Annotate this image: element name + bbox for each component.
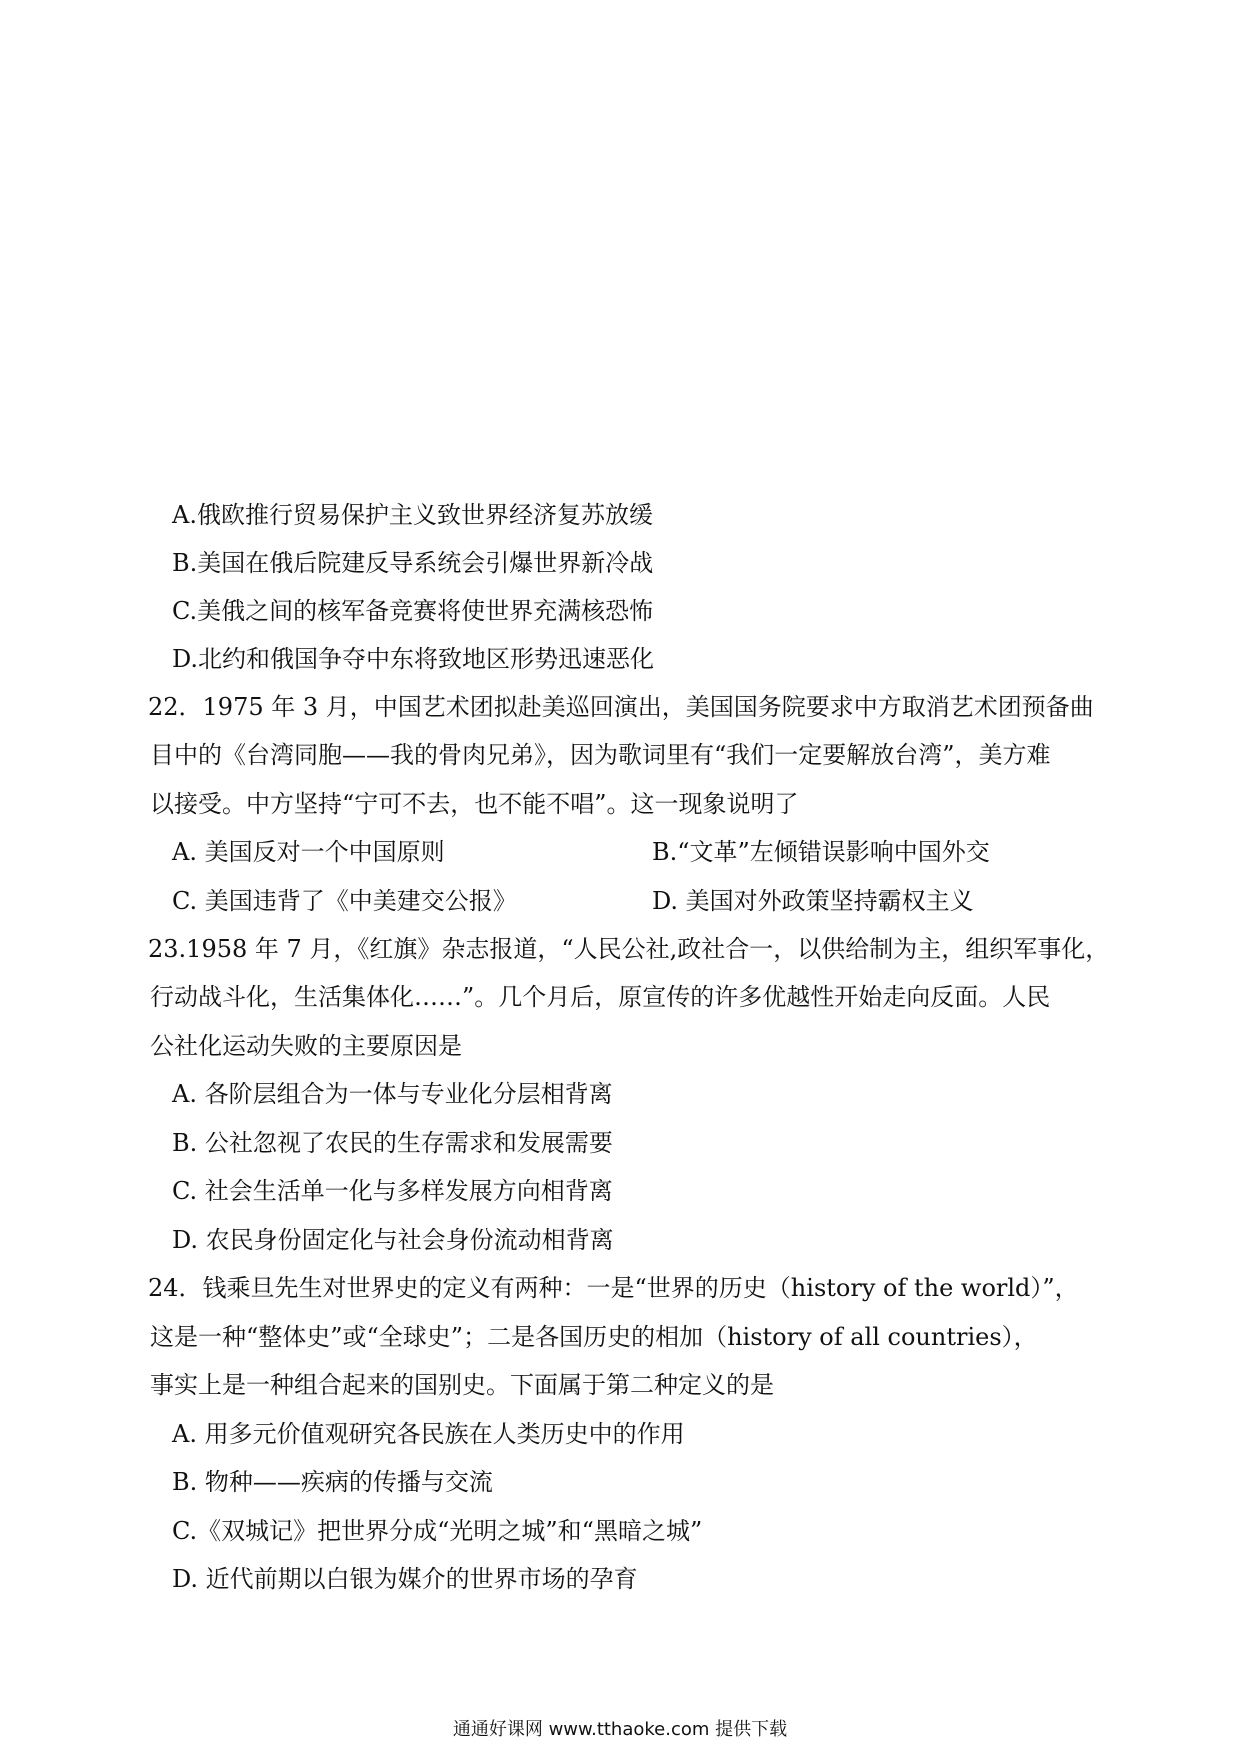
q23-stem-line-2: 行动战斗化，生活集体化……”。几个月后，原宣传的许多优越性开始走向反面。人民: [150, 983, 1051, 1011]
q24-option-a: A. 用多元价值观研究各民族在人类历史中的作用: [172, 1420, 685, 1448]
q24-stem-line-2: 这是一种“整体史”或“全球史”；二是各国历史的相加（history of all countries），: [150, 1323, 1038, 1351]
q22-option-a: A. 美国反对一个中国原则: [172, 838, 445, 866]
q23-option-a: A. 各阶层组合为一体与专业化分层相背离: [172, 1080, 613, 1108]
option-a: A.俄欧推行贸易保护主义致世界经济复苏放缓: [172, 501, 653, 529]
q22-stem-line-1: 22．1975 年 3 月，中国艺术团拟赴美巡回演出，美国国务院要求中方取消艺术团预备曲: [148, 693, 1094, 721]
q23-option-c: C. 社会生活单一化与多样发展方向相背离: [172, 1177, 613, 1205]
q22-option-c: C. 美国违背了《中美建交公报》: [172, 887, 517, 915]
q22-stem-line-2: 目中的《台湾同胞——我的骨肉兄弟》，因为歌词里有“我们一定要解放台湾”，美方难: [150, 741, 1051, 769]
q24-stem-line-1: 24．钱乘旦先生对世界史的定义有两种：一是“世界的历史（history of the world）”，: [148, 1274, 1079, 1302]
page-footer: 通通好课网 www.tthaoke.com 提供下载: [452, 1719, 788, 1740]
q23-option-b: B. 公社忽视了农民的生存需求和发展需要: [172, 1129, 613, 1157]
q23-stem-line-3: 公社化运动失败的主要原因是: [150, 1032, 462, 1060]
q23-option-d: D. 农民身份固定化与社会身份流动相背离: [172, 1226, 614, 1254]
q22-option-d: D. 美国对外政策坚持霸权主义: [652, 887, 974, 915]
q23-stem-line-1: 23.1958 年 7 月，《红旗》杂志报道，“人民公社,政社合一，以供给制为主，组织军事化，: [148, 935, 1110, 963]
option-c: C.美俄之间的核军备竞赛将使世界充满核恐怖: [172, 597, 654, 625]
option-b: B.美国在俄后院建反导系统会引爆世界新冷战: [172, 549, 654, 577]
q22-option-b: B.“文革”左倾错误影响中国外交: [652, 838, 990, 866]
q24-stem-line-3: 事实上是一种组合起来的国别史。下面属于第二种定义的是: [150, 1371, 774, 1399]
q24-option-b: B. 物种——疾病的传播与交流: [172, 1468, 493, 1496]
option-d: D.北约和俄国争夺中东将致地区形势迅速恶化: [172, 645, 655, 673]
q24-option-d: D. 近代前期以白银为媒介的世界市场的孕育: [172, 1565, 638, 1593]
q24-option-c: C.《双城记》把世界分成“光明之城”和“黑暗之城”: [172, 1517, 703, 1545]
q22-stem-line-3: 以接受。中方坚持“宁可不去，也不能不唱”。这一现象说明了: [150, 790, 799, 818]
